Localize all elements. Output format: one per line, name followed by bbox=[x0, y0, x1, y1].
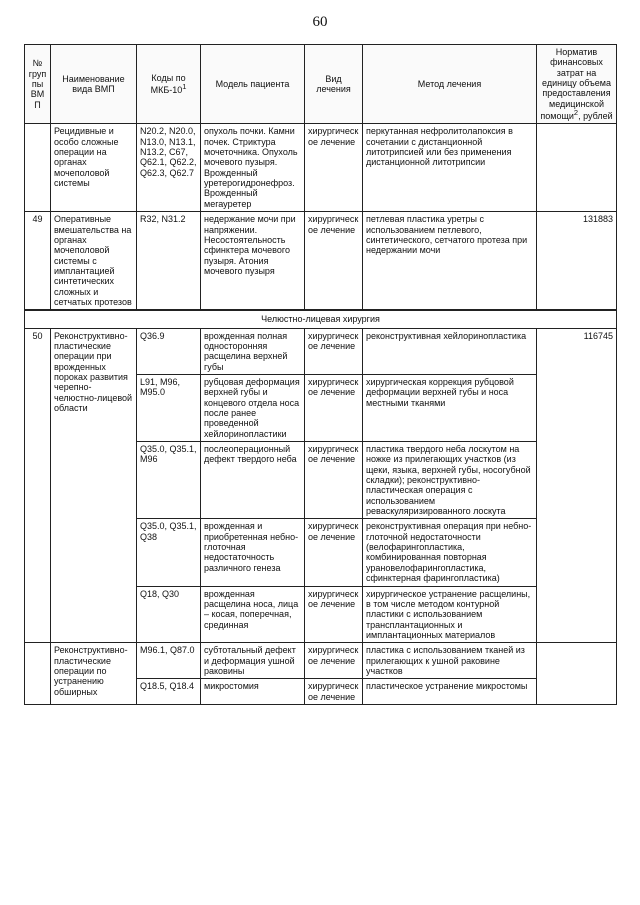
header-financial-norm bbox=[537, 45, 617, 124]
cell-treatment-type: хирургическое лечение bbox=[305, 519, 363, 586]
cell-icd-codes: M96.1, Q87.0 bbox=[137, 643, 201, 679]
section-title: Челюстно-лицевая хирургия bbox=[25, 310, 617, 328]
header-vmp-name: Наименование вида ВМП bbox=[51, 45, 137, 124]
cell-patient-model: микростомия bbox=[201, 679, 305, 705]
cell-treatment-type: хирургическое лечение bbox=[305, 124, 363, 212]
table-row bbox=[25, 124, 617, 212]
cell-icd-codes: Q35.0, Q35.1, Q38 bbox=[137, 519, 201, 586]
cell-treatment-type: хирургическое лечение bbox=[305, 643, 363, 679]
header-icd-codes-label: Коды по МКБ-10 bbox=[150, 72, 186, 96]
header-patient-model: Модель пациента bbox=[201, 45, 305, 124]
table-row bbox=[25, 328, 617, 374]
cell-treatment-method: хирургическая коррекция рубцовой деформации верхней губы и носа местными тканями bbox=[363, 374, 537, 441]
cell-treatment-method: перкутанная нефролитолапоксия в сочетании с дистанционной литотрипсией или без применения дистанционной литотрипсии bbox=[363, 124, 537, 212]
cell-treatment-type: хирургическое лечение bbox=[305, 328, 363, 374]
cell-icd-codes: L91, M96, M95.0 bbox=[137, 374, 201, 441]
header-group-number: № группы ВМП bbox=[25, 45, 51, 124]
cell-treatment-method: реконструктивная операция при небно-глоточной недостаточности (велофарингопластика, комбинированная повторная урановелофарингопластика, сфинктерная фарингопластика) bbox=[363, 519, 537, 586]
header-icd-codes bbox=[137, 45, 201, 124]
page-number: 60 bbox=[312, 14, 328, 30]
cell-vmp-name: Оперативные вмешательства на органах мочеполовой системы с имплантацией синтетических сложных и сетчатых протезов bbox=[51, 212, 137, 311]
cell-treatment-method: пластика твердого неба лоскутом на ножке из прилегающих участков (из щеки, языка, верхней губы, носогубной складки); реконструктивно-пластическая операция с использованием реваскуляризированного лоскута bbox=[363, 442, 537, 519]
cell-group-number bbox=[25, 124, 51, 212]
cell-financial-norm bbox=[537, 643, 617, 705]
vmp-table bbox=[24, 44, 617, 705]
cell-patient-model: недержание мочи при напряжении. Несостоятельность сфинктера мочевого пузыря. Атония мочевого пузыря bbox=[201, 212, 305, 311]
cell-patient-model: послеоперационный дефект твердого неба bbox=[201, 442, 305, 519]
cell-financial-norm: 116745 bbox=[537, 328, 617, 643]
cell-icd-codes: Q35.0, Q35.1, M96 bbox=[137, 442, 201, 519]
cell-group-number: 50 bbox=[25, 328, 51, 643]
vmp-table-wrapper bbox=[24, 44, 616, 705]
table-row bbox=[25, 212, 617, 311]
cell-treatment-type: хирургическое лечение bbox=[305, 374, 363, 441]
cell-icd-codes: Q18.5, Q18.4 bbox=[137, 679, 201, 705]
cell-treatment-type: хирургическое лечение bbox=[305, 442, 363, 519]
cell-icd-codes: Q36.9 bbox=[137, 328, 201, 374]
cell-icd-codes: R32, N31.2 bbox=[137, 212, 201, 311]
footnote-mark-1: 1 bbox=[182, 82, 187, 92]
header-financial-norm-label: Норматив финансовых затрат на единицу объема предоставления медицинской помощи bbox=[540, 47, 611, 122]
cell-patient-model: опухоль почки. Камни почек. Стриктура мочеточника. Опухоль мочевого пузыря. Врожденный уретерогидронефроз. Врожденный мегауретер bbox=[201, 124, 305, 212]
cell-group-number bbox=[25, 643, 51, 705]
cell-patient-model: врожденная и приобретенная небно-глоточная недостаточность различного генеза bbox=[201, 519, 305, 586]
cell-treatment-method: хирургическое устранение расщелины, в том числе методом контурной пластики с использованием трансплантационных и имплантационных материалов bbox=[363, 586, 537, 643]
cell-treatment-method: пластика с использованием тканей из прилегающих к ушной раковине участков bbox=[363, 643, 537, 679]
footnote-mark-2: 2 bbox=[573, 108, 579, 118]
cell-vmp-name: Рецидивные и особо сложные операции на органах мочеполовой системы bbox=[51, 124, 137, 212]
cell-financial-norm bbox=[537, 124, 617, 212]
cell-treatment-type: хирургическое лечение bbox=[305, 679, 363, 705]
cell-patient-model: врожденная расщелина носа, лица – косая, поперечная, срединная bbox=[201, 586, 305, 643]
cell-patient-model: рубцовая деформация верхней губы и концевого отдела носа после ранее проведенной хейлоринопластики bbox=[201, 374, 305, 441]
table-row bbox=[25, 643, 617, 679]
cell-treatment-method: петлевая пластика уретры с использованием петлевого, синтетического, сетчатого протеза при недержании мочи bbox=[363, 212, 537, 311]
cell-vmp-name: Реконструктивно-пластические операции при врожденных пороках развития черепно-челюстно-лицевой области bbox=[51, 328, 137, 643]
cell-vmp-name: Реконструктивно-пластические операции по устранению обширных bbox=[51, 643, 137, 705]
table-header-row bbox=[25, 45, 617, 124]
cell-patient-model: врожденная полная односторонняя расщелина верхней губы bbox=[201, 328, 305, 374]
cell-treatment-type: хирургическое лечение bbox=[305, 586, 363, 643]
cell-group-number: 49 bbox=[25, 212, 51, 311]
cell-financial-norm: 131883 bbox=[537, 212, 617, 311]
cell-patient-model: субтотальный дефект и деформация ушной раковины bbox=[201, 643, 305, 679]
header-financial-norm-unit: , рублей bbox=[578, 111, 613, 122]
cell-treatment-method: реконструктивная хейлоринопластика bbox=[363, 328, 537, 374]
section-header-row bbox=[25, 310, 617, 328]
cell-treatment-type: хирургическое лечение bbox=[305, 212, 363, 311]
header-treatment-method: Метод лечения bbox=[363, 45, 537, 124]
header-treatment-type: Вид лечения bbox=[305, 45, 363, 124]
cell-icd-codes: Q18, Q30 bbox=[137, 586, 201, 643]
cell-icd-codes: N20.2, N20.0, N13.0, N13.1, N13.2, C67, Q62.1, Q62.2, Q62.3, Q62.7 bbox=[137, 124, 201, 212]
cell-treatment-method: пластическое устранение микростомы bbox=[363, 679, 537, 705]
